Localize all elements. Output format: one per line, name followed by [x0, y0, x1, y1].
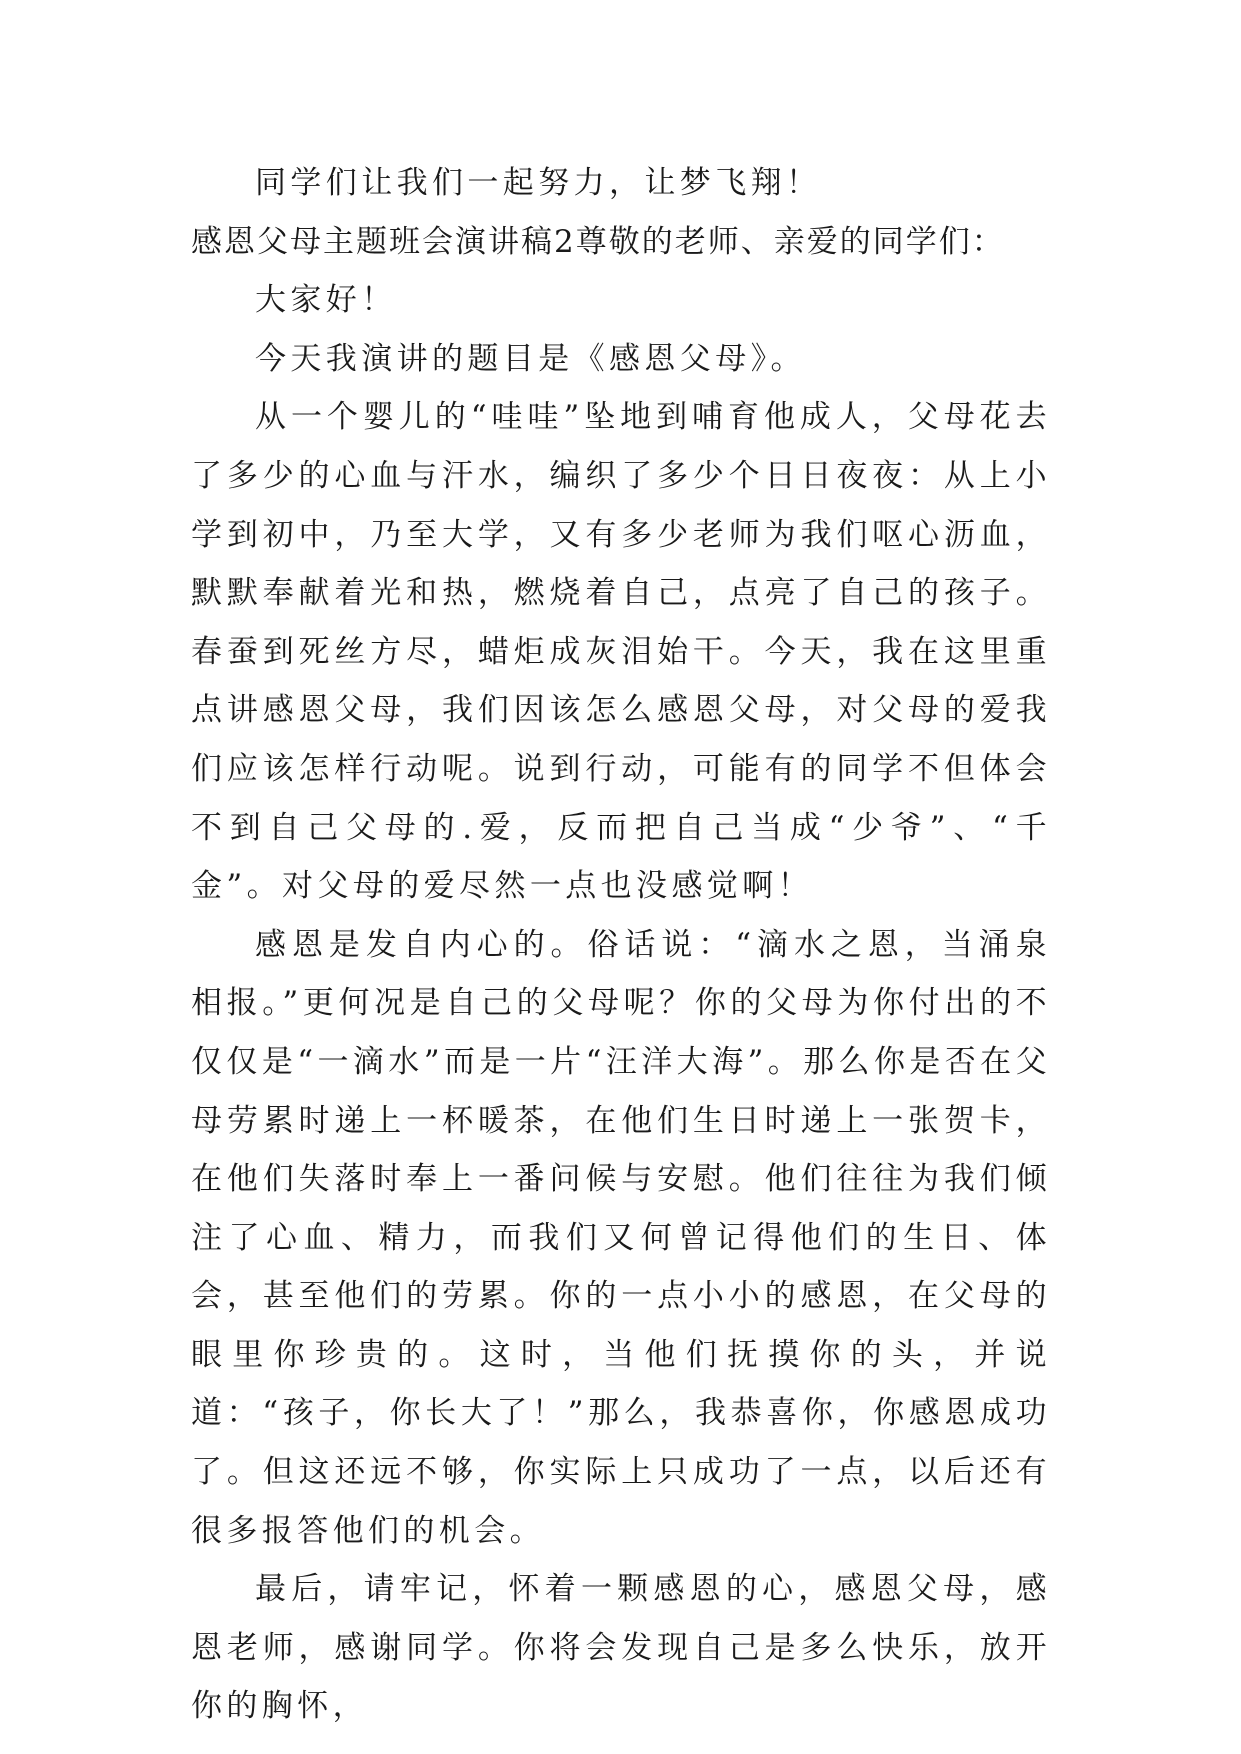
paragraph-body-2: 感恩是发自内心的。俗话说：“滴水之恩，当涌泉相报。”更何况是自己的父母呢？你的父母为你付出的不仅仅是“一滴水”而是一片“汪洋大海”。那么你是否在父母劳累时递上一杯暖茶，在他们生日时递上一张贺卡，在他们失落时奉上一番问候与安慰。他们往往为我们倾注了心血、精力，而我们又何曾记得他们的生日、体会，甚至他们的劳累。你的一点小小的感恩，在父母的眼里你珍贵的。这时，当他们抚摸你的头，并说道：“孩子，你长大了！”那么，我恭喜你，你感恩成功了。但这还远不够，你实际上只成功了一点，以后还有很多报答他们的机会。 — [191, 926, 1051, 1549]
paragraph-body-1: 从一个婴儿的“哇哇”坠地到哺育他成人，父母花去了多少的心血与汗水，编织了多少个日日夜夜：从上小学到初中，乃至大学，又有多少老师为我们呕心沥血，默默奉献着光和热，燃烧着自己，点亮了自己的孩子。春蚕到死丝方尽，蜡炬成灰泪始干。今天，我在这里重点讲感恩父母，我们因该怎么感恩父母，对父母的爱我们应该怎样行动呢。说到行动，可能有的同学不但体会不到自己父母的.爱，反而把自己当成“少爷”、“千金”。对父母的爱尽然一点也没感觉啊！ — [191, 399, 1051, 905]
paragraph-topic: 今天我演讲的题目是《感恩父母》。 — [255, 340, 806, 377]
paragraph-speech-title: 感恩父母主题班会演讲稿2尊敬的老师、亲爱的同学们： — [191, 223, 1005, 260]
paragraph-closing-line: 同学们让我们一起努力，让梦飞翔！ — [255, 165, 822, 201]
paragraph-greeting: 大家好！ — [255, 282, 397, 319]
document-body — [191, 154, 1051, 1736]
paragraph-conclusion: 最后，请牢记，怀着一颗感恩的心，感恩父母，感恩老师，感谢同学。你将会发现自己是多么快乐，放开你的胸怀， — [191, 1571, 1051, 1725]
